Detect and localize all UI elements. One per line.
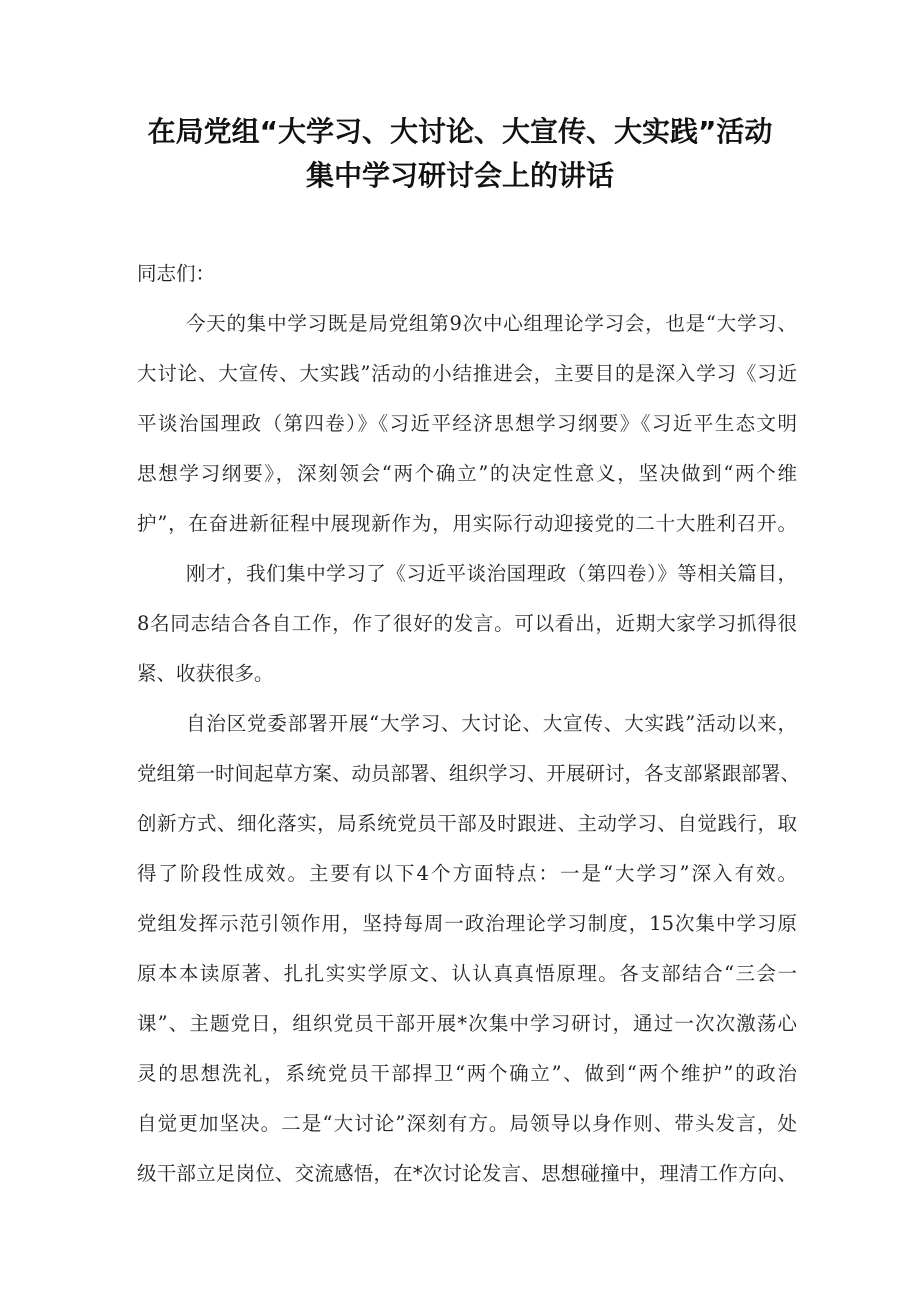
body-line: 护”，在奋进新征程中展现新作为，用实际行动迎接党的二十大胜利召开。 xyxy=(137,512,797,535)
body-line: 党组发挥示范引领作用，坚持每周一政治理论学习制度，15次集中学习原 xyxy=(137,912,797,935)
document-title-line-2: 集中学习研讨会上的讲话 xyxy=(305,159,614,192)
body-line: 今天的集中学习既是局党组第9次中心组理论学习会，也是“大学习、 xyxy=(186,312,797,335)
body-line: 刚才，我们集中学习了《习近平谈治国理政（第四卷）》等相关篇目， xyxy=(186,562,797,585)
body-line: 得了阶段性成效。主要有以下4个方面特点：一是“大学习”深入有效。 xyxy=(137,862,797,885)
body-line: 创新方式、细化落实，局系统党员干部及时跟进、主动学习、自觉践行，取 xyxy=(137,812,797,835)
body-line: 课”、主题党日，组织党员干部开展*次集中学习研讨，通过一次次激荡心 xyxy=(137,1012,797,1035)
body-line: 灵的思想洗礼，系统党员干部捍卫“两个确立”、做到“两个维护”的政治 xyxy=(137,1062,797,1085)
body-line: 原本本读原著、扎扎实实学原文、认认真真悟原理。各支部结合“三会一 xyxy=(137,962,797,985)
body-line: 党组第一时间起草方案、动员部署、组织学习、开展研讨，各支部紧跟部署、 xyxy=(137,762,801,785)
body-line: 自觉更加坚决。二是“大讨论”深刻有方。局领导以身作则、带头发言，处 xyxy=(137,1112,797,1135)
body-line: 平谈治国理政（第四卷）》《习近平经济思想学习纲要》《习近平生态文明 xyxy=(137,412,797,435)
body-line: 自治区党委部署开展“大学习、大讨论、大宣传、大实践”活动以来， xyxy=(186,712,797,735)
body-line: 紧、收获很多。 xyxy=(137,662,274,685)
body-line: 思想学习纲要》，深刻领会“两个确立”的决定性意义，坚决做到“两个维 xyxy=(137,462,797,485)
salutation: 同志们： xyxy=(137,262,216,285)
document-title-line-1: 在局党组“大学习、大讨论、大宣传、大实践”活动 xyxy=(147,115,773,148)
body-line: 8名同志结合各自工作，作了很好的发言。可以看出，近期大家学习抓得很 xyxy=(137,612,797,635)
body-line: 大讨论、大宣传、大实践”活动的小结推进会，主要目的是深入学习《习近 xyxy=(137,362,797,385)
body-line: 级干部立足岗位、交流感悟，在*次讨论发言、思想碰撞中，理清工作方向、 xyxy=(137,1162,797,1185)
